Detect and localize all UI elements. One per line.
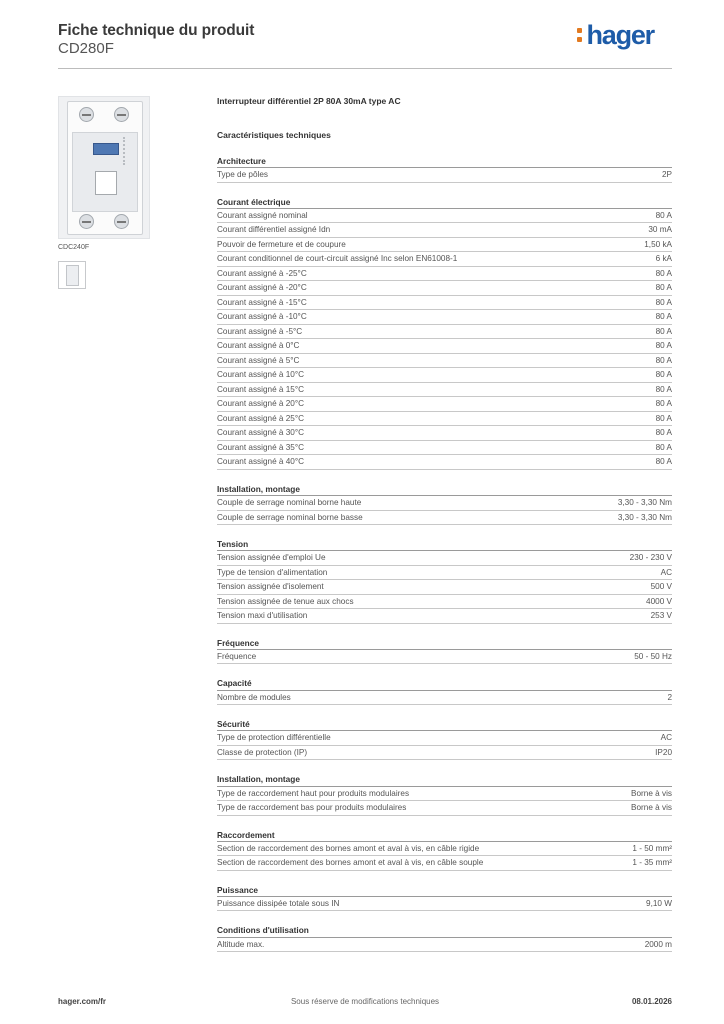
test-button-icon [93,143,119,155]
spec-label: Tension assignée d'isolement [217,582,324,592]
spec-section [217,678,672,705]
document-title: Fiche technique du produit [58,22,255,39]
spec-row [217,441,672,456]
section-title: Sécurité [217,719,672,731]
section-title: Capacité [217,678,672,690]
section-title: Raccordement [217,830,672,842]
spec-row [217,897,672,912]
section-title: Fréquence [217,638,672,650]
spec-row [217,580,672,595]
breaker-front-panel [72,132,138,212]
spec-section [217,156,672,183]
spec-label: Courant assigné à -5°C [217,326,303,336]
spec-row [217,496,672,511]
spec-row [217,310,672,325]
spec-value: 30 mA [648,225,672,235]
terminal-screw-icon [79,107,94,122]
spec-section [217,925,672,952]
spec-row [217,238,672,253]
spec-label: Courant assigné à 10°C [217,370,305,380]
spec-value: 80 A [655,326,672,336]
spec-value: AC [660,567,672,577]
spec-row [217,842,672,857]
spec-value: 253 V [650,611,672,621]
spec-value: AC [660,733,672,743]
spec-value: 80 A [655,268,672,278]
spec-label: Nombre de modules [217,692,291,702]
spec-row [217,566,672,581]
spec-row [217,368,672,383]
spec-label: Courant assigné à 5°C [217,355,300,365]
spec-row [217,731,672,746]
spec-label: Couple de serrage nominal borne basse [217,512,363,522]
spec-label: Courant assigné à -10°C [217,312,307,322]
spec-label: Courant différentiel assigné Idn [217,225,331,235]
spec-section [217,830,672,871]
spec-label: Pouvoir de fermeture et de coupure [217,239,346,249]
spec-label: Tension maxi d'utilisation [217,611,308,621]
spec-label: Couple de serrage nominal borne haute [217,498,362,508]
logo-dots-icon [576,26,584,44]
image-caption: CDC240F [58,244,90,251]
spec-label: Courant assigné à -15°C [217,297,307,307]
section-title: Puissance [217,885,672,897]
spec-row [217,455,672,470]
spec-label: Type de protection différentielle [217,733,331,743]
spec-row [217,856,672,871]
spec-section [217,719,672,760]
spec-value: 6 kA [655,254,672,264]
spec-row [217,787,672,802]
spec-label: Tension assignée d'emploi Ue [217,553,326,563]
spec-value: 3,30 - 3,30 Nm [617,512,672,522]
thumbnail-breaker-icon [66,265,79,286]
terminal-screw-icon [114,214,129,229]
spec-row [217,938,672,953]
spec-label: Type de raccordement bas pour produits modulaires [217,803,407,812]
spec-label: Courant assigné à 20°C [217,399,305,409]
spec-value: 80 A [655,297,672,307]
spec-row [217,650,672,665]
spec-section [217,774,672,815]
spec-label: Courant assigné nominal [217,210,308,220]
spec-row [217,397,672,412]
spec-label: Courant assigné à -20°C [217,283,307,293]
spec-row [217,281,672,296]
hager-logo [576,20,654,50]
spec-section [217,885,672,912]
spec-section [217,539,672,624]
spec-value: 80 A [655,312,672,322]
spec-row [217,325,672,340]
logo-text: hager [586,20,654,50]
section-title: Conditions d'utilisation [217,925,672,937]
spec-label: Section de raccordement des bornes amont et aval à vis, en câble souple [217,858,484,868]
product-reference: CD280F [58,40,114,57]
spec-row [217,267,672,282]
spec-row [217,354,672,369]
tech-heading: Caractéristiques techniques [217,130,331,140]
spec-row [217,551,672,566]
footer-notice: Sous réserve de modifications techniques [290,997,440,1006]
spec-section [217,197,672,470]
spec-row [217,383,672,398]
spec-label: Courant assigné à 35°C [217,442,305,452]
spec-value: 4000 V [646,596,672,606]
spec-section [217,484,672,525]
spec-value: 80 A [655,355,672,365]
panel-marking [123,137,133,165]
spec-row [217,412,672,427]
spec-label: Puissance dissipée totale sous IN [217,898,340,908]
section-title: Architecture [217,156,672,168]
spec-label: Type de raccordement haut pour produits modulaires [217,788,410,798]
header-divider [58,68,672,69]
spec-value: 80 A [655,384,672,394]
spec-label: Courant assigné à 15°C [217,384,305,394]
spec-value: 9,10 W [646,898,672,908]
spec-row [217,595,672,610]
spec-row [217,296,672,311]
spec-label: Altitude max. [217,939,265,949]
spec-row [217,223,672,238]
spec-value: 3,30 - 3,30 Nm [617,498,672,508]
product-image [58,96,150,239]
section-title: Installation, montage [217,774,672,786]
spec-label: Courant assigné à 0°C [217,341,300,351]
spec-value: Borne à vis [631,788,672,798]
terminal-screw-icon [79,214,94,229]
toggle-lever-icon [95,171,117,195]
spec-row [217,801,672,816]
spec-row [217,339,672,354]
spec-value: 230 - 230 V [629,553,672,563]
spec-label: Courant assigné à 40°C [217,457,305,467]
spec-value: 80 A [655,399,672,409]
spec-row [217,609,672,624]
page-header [58,20,672,68]
spec-label: Courant assigné à 30°C [217,428,305,438]
spec-label: Courant assigné à -25°C [217,268,307,278]
section-title: Courant électrique [217,197,672,209]
spec-value: 2000 m [644,939,672,949]
spec-value: 1 - 35 mm² [632,858,672,868]
product-thumbnail[interactable] [58,261,86,289]
footer-website[interactable]: hager.com/fr [58,997,107,1006]
spec-label: Tension assignée de tenue aux chocs [217,596,354,606]
spec-label: Type de pôles [217,170,268,180]
spec-value: 80 A [655,341,672,351]
spec-label: Section de raccordement des bornes amont et aval à vis, en câble rigide [217,843,480,853]
spec-row [217,252,672,267]
spec-value: 80 A [655,283,672,293]
breaker-illustration [67,101,143,235]
spec-label: Fréquence [217,651,257,661]
spec-label: Type de tension d'alimentation [217,567,328,577]
spec-value: 500 V [650,582,672,592]
spec-value: 2P [661,170,672,180]
spec-sections [217,156,672,966]
spec-value: IP20 [655,747,672,757]
spec-label: Courant conditionnel de court-circuit assigné Inc selon EN61008-1 [217,254,458,264]
spec-value: 80 A [655,210,672,220]
spec-value: 50 - 50 Hz [634,651,672,661]
product-description: Interrupteur différentiel 2P 80A 30mA type AC [217,96,401,106]
spec-value: 80 A [655,457,672,467]
spec-value: 80 A [655,428,672,438]
spec-value: 1,50 kA [644,239,672,249]
spec-value: 80 A [655,370,672,380]
terminal-screw-icon [114,107,129,122]
spec-value: 2 [667,692,672,702]
spec-row [217,511,672,526]
spec-value: Borne à vis [631,803,672,812]
section-title: Tension [217,539,672,551]
spec-row [217,168,672,183]
spec-value: 80 A [655,413,672,423]
spec-row [217,426,672,441]
section-title: Installation, montage [217,484,672,496]
spec-section [217,638,672,665]
spec-value: 1 - 50 mm² [632,843,672,853]
spec-label: Classe de protection (IP) [217,747,308,757]
spec-row [217,691,672,706]
spec-label: Courant assigné à 25°C [217,413,305,423]
footer-date: 08.01.2026 [631,997,672,1006]
spec-value: 80 A [655,442,672,452]
spec-row [217,209,672,224]
spec-row [217,746,672,761]
